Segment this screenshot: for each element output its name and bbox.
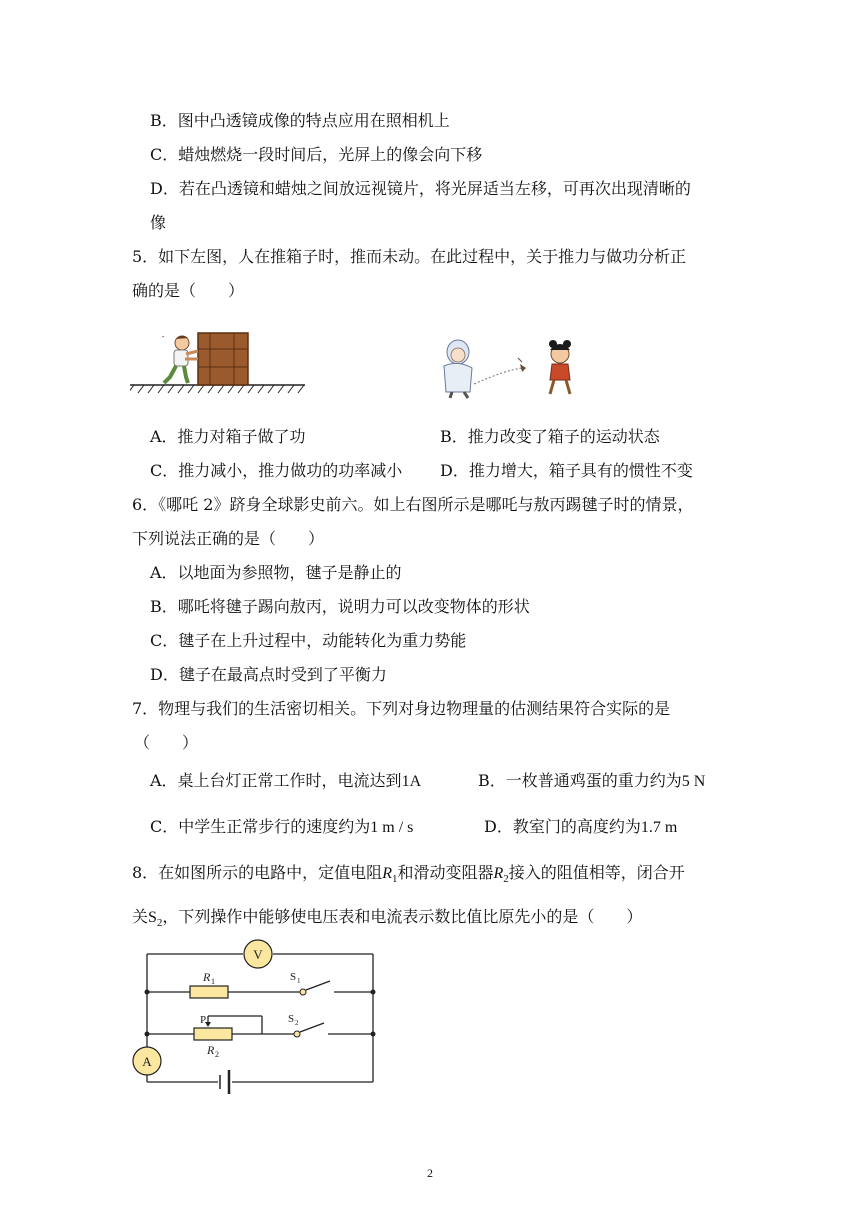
- q7-option-c-value: 1 m / s: [370, 819, 414, 836]
- q8-r2-symbol: R: [493, 865, 504, 882]
- q7-option-d: [484, 816, 677, 839]
- q8-r1-symbol: R: [382, 865, 392, 882]
- q4-option-c: C．蜡烛燃烧一段时间后，光屏上的像会向下移: [150, 145, 483, 164]
- circuit-diagram: [128, 938, 384, 1096]
- s2-label: S: [288, 1013, 295, 1025]
- svg-text:″: ″: [162, 335, 165, 343]
- q7-option-b-value: 5 N: [681, 773, 706, 790]
- q5-stem-line1: 5．如下左图，人在推箱子时，推而未动。在此过程中，关于推力与做功分析正: [132, 247, 687, 266]
- q8-s2-symbol: S: [148, 909, 157, 926]
- ammeter-label: A: [142, 1054, 152, 1069]
- q6-option-a: A．以地面为参照物，毽子是静止的: [150, 563, 402, 582]
- q5-option-c: C．推力减小，推力做功的功率减小: [150, 461, 403, 480]
- q8-r1-subscript: 1: [391, 873, 398, 886]
- q5-option-b: B．推力改变了箱子的运动状态: [440, 427, 660, 446]
- q6-option-d: D．毽子在最高点时受到了平衡力: [150, 665, 387, 684]
- q7-option-d-value: 1.7 m: [640, 819, 678, 836]
- q8-stem-line1: [132, 862, 685, 890]
- q7-option-a-value: 1A: [401, 773, 422, 790]
- q7-option-b-text: B．一枚普通鸡蛋的重力约为: [478, 771, 682, 790]
- q6-option-b: B．哪吒将毽子踢向敖丙，说明力可以改变物体的形状: [150, 597, 530, 616]
- q5-option-a: A．推力对箱子做了功: [150, 427, 306, 446]
- slider-label: P: [200, 1014, 207, 1026]
- q8-s2-subscript: 2: [156, 917, 163, 930]
- q6-option-c: C．毽子在上升过程中，动能转化为重力势能: [150, 631, 467, 650]
- r2-subscript: 2: [215, 1050, 219, 1059]
- person-pushing-box-illustration: [130, 325, 305, 397]
- q7-option-b: [478, 770, 705, 793]
- s1-label: S: [290, 971, 297, 983]
- q4-option-d-line2: 像: [150, 213, 167, 232]
- q8-stem-line2: [132, 906, 642, 934]
- nezha-aobing-illustration: [436, 334, 586, 400]
- q7-option-c: [150, 816, 413, 839]
- r1-subscript: 1: [211, 977, 215, 986]
- q5-option-d: D．推力增大，箱子具有的惯性不变: [440, 461, 693, 480]
- r2-label: R: [207, 1043, 215, 1057]
- q7-option-a-text: A．桌上台灯正常工作时，电流达到: [150, 771, 402, 790]
- page-number: 2: [427, 1166, 433, 1180]
- q7-stem-line2: （ ）: [134, 733, 199, 752]
- voltmeter-label: V: [253, 947, 263, 962]
- q6-stem-line2: 下列说法正确的是（ ）: [132, 529, 325, 548]
- s1-subscript: 1: [297, 977, 301, 985]
- q8-r2-subscript: 2: [503, 873, 509, 886]
- q5-stem-line2: 确的是（ ）: [132, 281, 245, 300]
- q7-stem-line1: 7．物理与我们的生活密切相关。下列对身边物理量的估测结果符合实际的是: [132, 699, 671, 718]
- q7-option-c-text: C．中学生正常步行的速度约为: [150, 817, 371, 836]
- q8-stem-part5: ，下列操作中能够使电压表和电流表示数比值比原先小的是（ ）: [162, 907, 643, 926]
- s2-subscript: 2: [295, 1019, 299, 1027]
- q7-option-a: [150, 770, 421, 793]
- q8-stem-part4: 关: [132, 907, 149, 926]
- q8-stem-part2: 和滑动变阻器: [397, 863, 494, 882]
- q7-option-d-text: D．教室门的高度约为: [484, 817, 641, 836]
- q4-option-b: B．图中凸透镜成像的特点应用在照相机上: [150, 111, 450, 130]
- q4-option-d-line1: D．若在凸透镜和蜡烛之间放远视镜片，将光屏适当左移，可再次出现清晰的: [150, 179, 691, 198]
- q6-stem-line1: 6．《哪吒 2》跻身全球影史前六。如上右图所示是哪吒与敖丙踢毽子时的情景，: [132, 495, 694, 514]
- q8-stem-part1: 8．在如图所示的电路中，定值电阻: [132, 863, 383, 882]
- q8-stem-part3: 接入的阻值相等，闭合开: [508, 863, 685, 882]
- r1-label: R: [203, 970, 211, 984]
